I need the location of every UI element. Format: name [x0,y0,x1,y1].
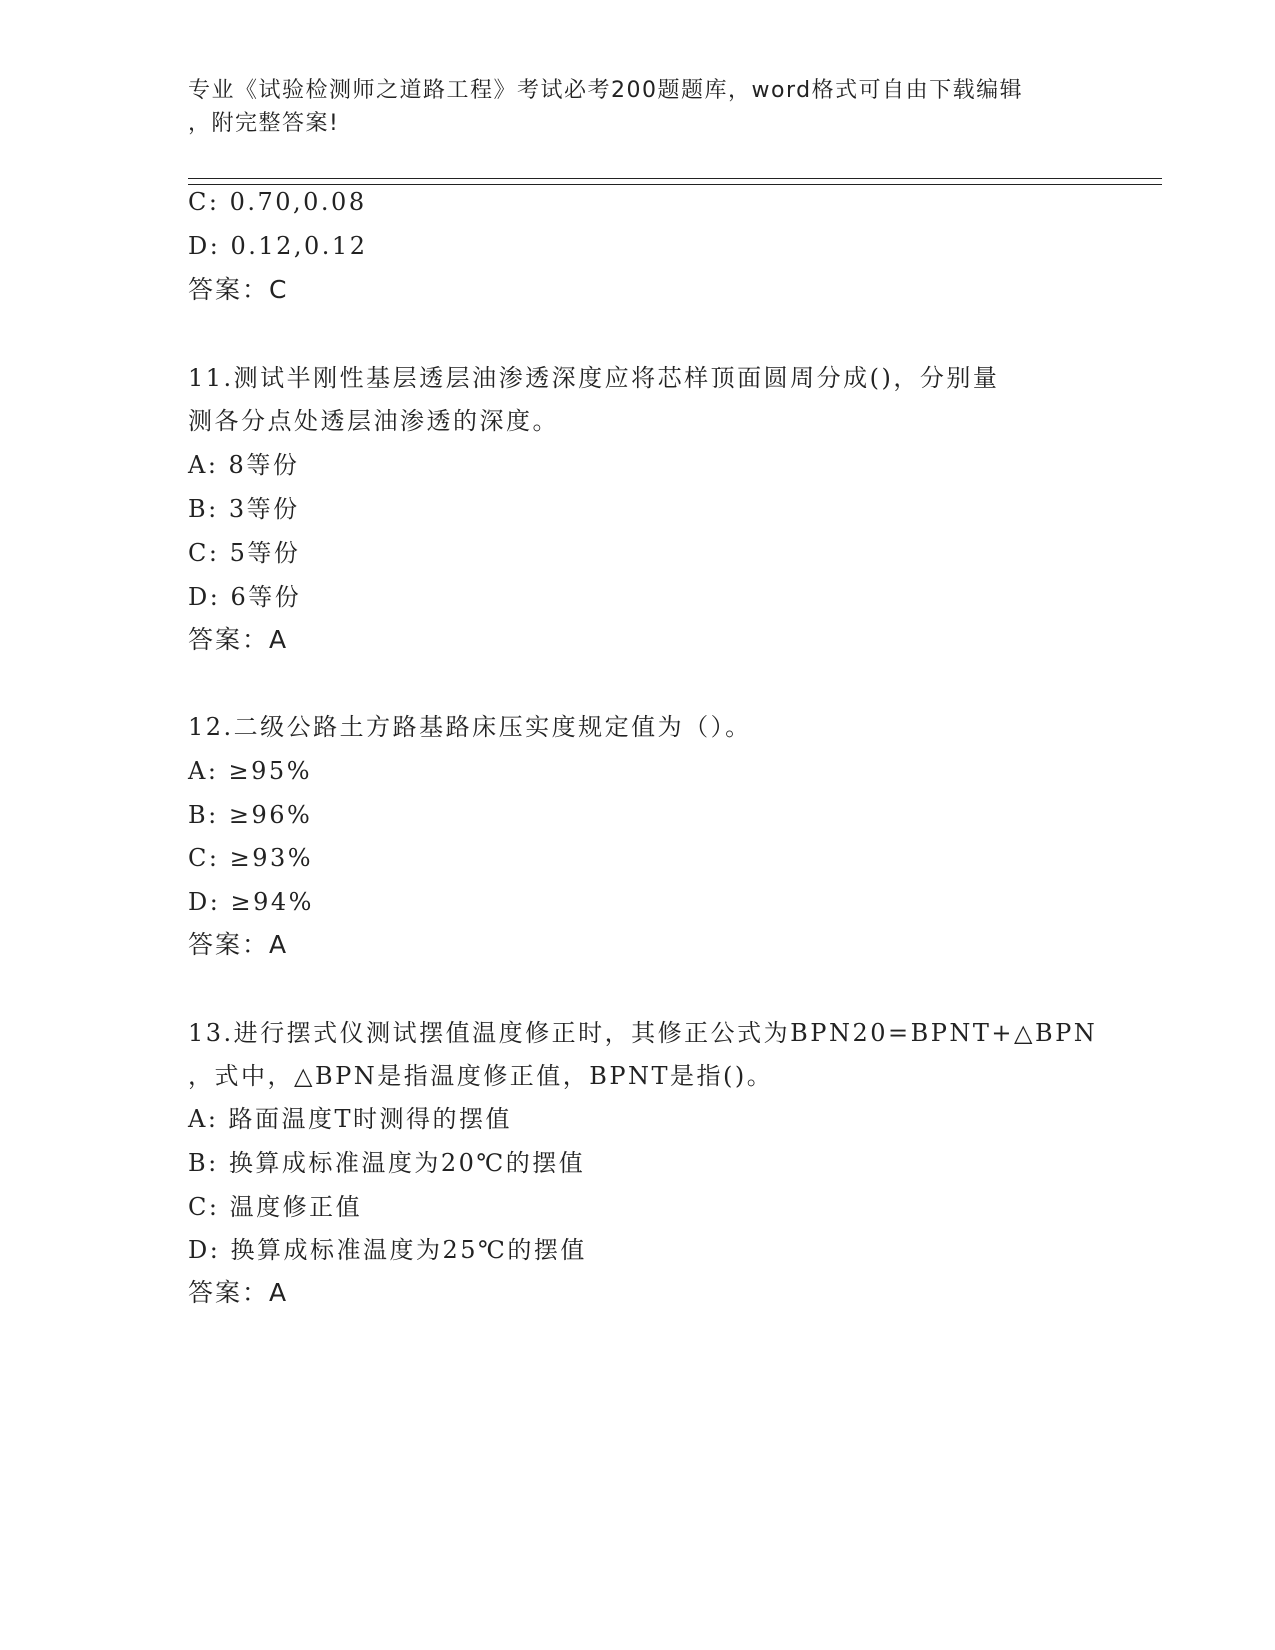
q12-option-b: B: ≥96% [188,801,313,829]
q13-option-c: C: 温度修正值 [188,1193,363,1221]
q13-answer: 答案：A [188,1278,289,1307]
header-line-1: 专业《试验检测师之道路工程》考试必考200题题库，word格式可自由下载编辑 [188,78,1024,103]
q11-option-a: A: 8等份 [188,451,300,479]
q13-option-d: D: 换算成标准温度为25℃的摆值 [188,1236,587,1264]
q12-option-c: C: ≥93% [188,844,314,872]
q13-stem-line-1: 13.进行摆式仪测试摆值温度修正时，其修正公式为BPN20=BPNT+△BPN [188,1019,1098,1047]
q12-stem: 12.二级公路土方路基路床压实度规定值为（）。 [188,713,752,741]
q13-stem-line-2: ，式中，△BPN是指温度修正值，BPNT是指()。 [188,1062,774,1090]
q11-stem-line-1: 11.测试半刚性基层透层油渗透深度应将芯样顶面圆周分成()，分别量 [188,364,1000,392]
q12-option-a: A: ≥95% [188,757,312,785]
q11-option-b: B: 3等份 [188,495,300,523]
prev-option-d: D: 0.12,0.12 [188,232,368,260]
header-line-2: ，附完整答案! [188,111,340,136]
document-header [188,74,1068,140]
prev-answer: 答案：C [188,275,289,304]
q12-answer: 答案：A [188,930,289,959]
q11-option-d: D: 6等份 [188,583,302,611]
q13-option-b: B: 换算成标准温度为20℃的摆值 [188,1149,586,1177]
q11-stem-line-2: 测各分点处透层油渗透的深度。 [188,407,559,435]
q12-option-d: D: ≥94% [188,888,314,916]
q13-option-a: A: 路面温度T时测得的摆值 [188,1105,513,1133]
header-divider [188,178,1162,185]
q11-answer: 答案：A [188,625,289,654]
q11-option-c: C: 5等份 [188,539,301,567]
prev-option-c: C: 0.70,0.08 [188,188,367,216]
